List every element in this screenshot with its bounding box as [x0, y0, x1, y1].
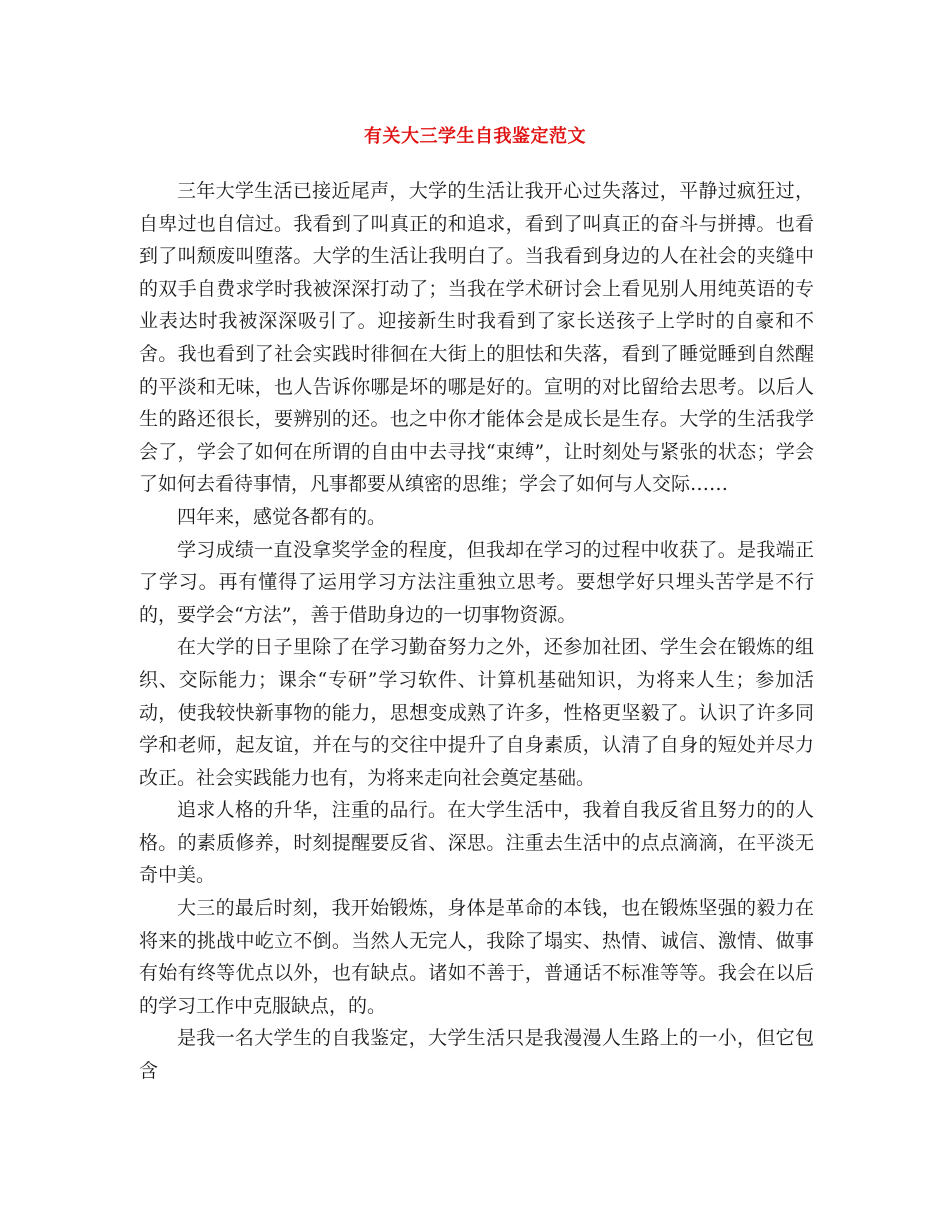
document-title: 有关大三学生自我鉴定范文 — [364, 126, 586, 147]
document-body — [139, 175, 814, 1088]
paragraph-6: 大三的最后时刻，我开始锻炼，身体是革命的本钱，也在锻炼坚强的毅力在将来的挑战中屹立不倒。当然人无完人，我除了塌实、热情、诚信、激情、做事有始有终等优点以外，也有缺点。诸如不善于，普通话不标准等等。我会在以后的学习工作中克服缺点，的。 — [139, 897, 814, 1017]
paragraph-5: 追求人格的升华，注重的品行。在大学生活中，我着自我反省且努力的的人格。的素质修养，时刻提醒要反省、深思。注重去生活中的点点滴滴，在平淡无奇中美。 — [139, 799, 814, 887]
paragraph-3: 学习成绩一直没拿奖学金的程度，但我却在学习的过程中收获了。是我端正了学习。再有懂得了运用学习方法注重独立思考。要想学好只埋头苦学是不行的，要学会“方法”，善于借助身边的一切事物资源。 — [139, 538, 814, 626]
paragraph-7: 是我一名大学生的自我鉴定，大学生活只是我漫漫人生路上的一小，但它包含 — [139, 1027, 814, 1083]
paragraph-2: 四年来，感觉各都有的。 — [177, 505, 387, 528]
paragraph-4: 在大学的日子里除了在学习勤奋努力之外，还参加社团、学生会在锻炼的组织、交际能力；课余“专研”学习软件、计算机基础知识，为将来人生；参加活动，使我较快新事物的能力，思想变成熟了许多，性格更坚毅了。认识了许多同学和老师，起友谊，并在与的交往中提升了自身素质，认清了自身的短处并尽力改正。社会实践能力也有，为将来走向社会奠定基础。 — [139, 636, 814, 789]
paragraph-1: 三年大学生活已接近尾声，大学的生活让我开心过失落过，平静过疯狂过，自卑过也自信过。我看到了叫真正的和追求，看到了叫真正的奋斗与拼搏。也看到了叫颓废叫堕落。大学的生活让我明白了。当我看到身边的人在社会的夹缝中的双手自费求学时我被深深打动了；当我在学术研讨会上看见别人用纯英语的专业表达时我被深深吸引了。迎接新生时我看到了家长送孩子上学时的自豪和不舍。我也看到了社会实践时徘徊在大街上的胆怯和失落，看到了睡觉睡到自然醒的平淡和无味，也人告诉你哪是坏的哪是好的。宣明的对比留给去思考。以后人生的路还很长，要辨别的还。也之中你才能体会是成长是生存。大学的生活我学会了，学会了如何在所谓的自由中去寻找“束缚”，让时刻处与紧张的状态；学会了如何去看待事情，凡事都要从缜密的思维；学会了如何与人交际…… — [139, 180, 814, 496]
